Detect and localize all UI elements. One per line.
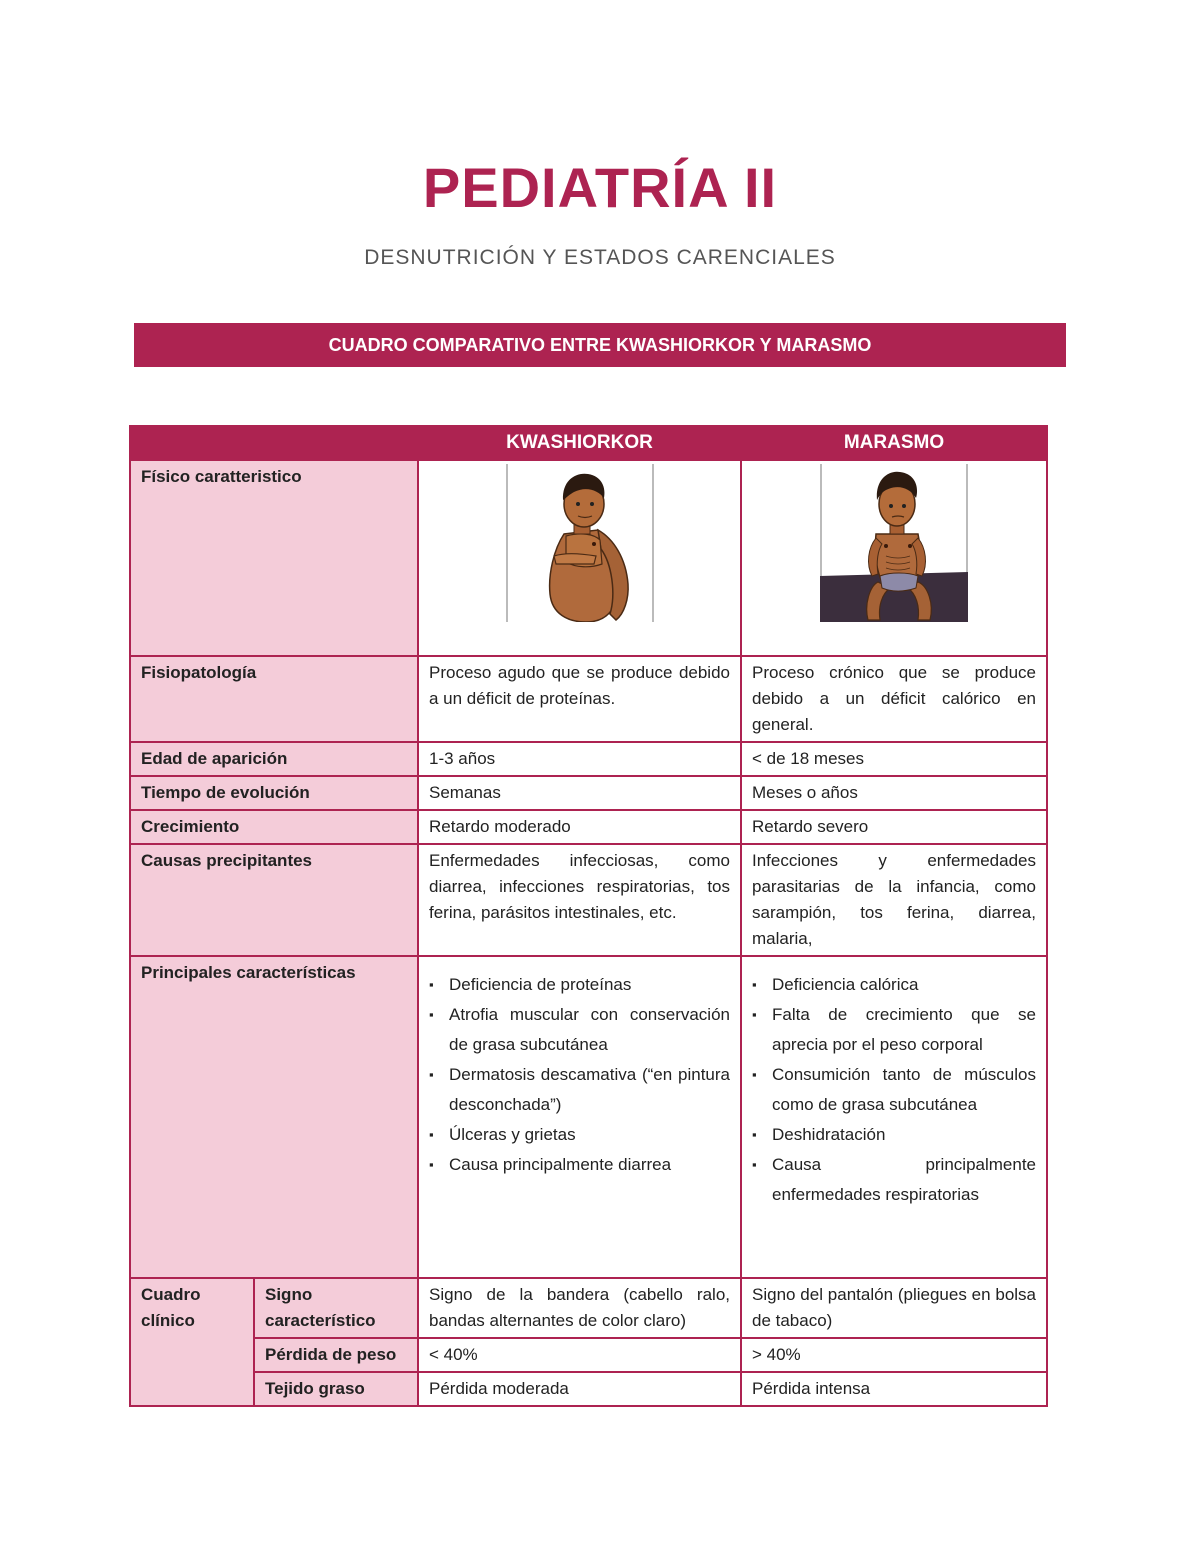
row-label-crecimiento: Crecimiento [130,810,418,844]
table-row-caracteristicas [130,956,1047,1278]
table-row-causas [130,844,1047,956]
kwashiorkor-edad: 1-3 años [418,742,741,776]
list-item: ▪ Deshidratación [752,1120,1036,1150]
table-header-row [130,426,1047,460]
comparison-table [129,425,1048,1407]
row-label-tejido: Tejido graso [254,1372,418,1406]
table-row-peso [130,1338,1047,1372]
list-item: ▪ Falta de crecimiento que se aprecia por el peso corporal [752,1000,1036,1060]
kwashiorkor-crecimiento: Retardo moderado [418,810,741,844]
kwashiorkor-caracteristicas [418,956,741,1278]
list-item: ▪ Dermatosis descamativa (“en pintura desconchada”) [429,1060,730,1120]
header-empty-cell [130,426,418,460]
list-item: ▪ Consumición tanto de músculos como de grasa subcutánea [752,1060,1036,1120]
table-row-signo [130,1278,1047,1338]
marasmo-tiempo: Meses o años [741,776,1047,810]
row-label-cuadro-clinico: Cuadro clínico [130,1278,254,1406]
kwashiorkor-peso: < 40% [418,1338,741,1372]
column-header-marasmo: MARASMO [741,426,1047,460]
list-item: ▪ Causa principalmente enfermedades respiratorias [752,1150,1036,1210]
marasmo-tejido: Pérdida intensa [741,1372,1047,1406]
marasmo-peso: > 40% [741,1338,1047,1372]
marasmo-edad: < de 18 meses [741,742,1047,776]
list-item: ▪ Úlceras y grietas [429,1120,730,1150]
kwashiorkor-child-illustration [506,464,654,622]
table-row-tiempo [130,776,1047,810]
column-header-kwashiorkor: KWASHIORKOR [418,426,741,460]
kwashiorkor-signo: Signo de la bandera (cabello ralo, bandas alternantes de color claro) [418,1278,741,1338]
table-row-crecimiento [130,810,1047,844]
list-item: ▪ Causa principalmente diarrea [429,1150,730,1180]
table-row-fisico [130,460,1047,656]
row-label-fisiopatologia: Fisiopatología [130,656,418,742]
row-label-tiempo: Tiempo de evolución [130,776,418,810]
page-subtitle: DESNUTRICIÓN Y ESTADOS CARENCIALES [364,246,836,269]
page-title: PEDIATRÍA II [422,156,778,219]
marasmo-causas: Infecciones y enfermedades parasitarias de la infancia, como sarampión, tos ferina, diarrea, malaria, [741,844,1047,956]
list-item: ▪ Deficiencia de proteínas [429,970,730,1000]
row-label-peso: Pérdida de peso [254,1338,418,1372]
marasmo-signo: Signo del pantalón (pliegues en bolsa de tabaco) [741,1278,1047,1338]
row-label-fisico: Físico caratteristico [130,460,418,656]
kwashiorkor-tejido: Pérdida moderada [418,1372,741,1406]
kwashiorkor-causas: Enfermedades infecciosas, como diarrea, infecciones respiratorias, tos ferina, parásitos intestinales, etc. [418,844,741,956]
table-row-fisiopatologia [130,656,1047,742]
marasmo-caracteristicas [741,956,1047,1278]
kwashiorkor-characteristics-list [429,970,730,1180]
list-item: ▪ Deficiencia calórica [752,970,1036,1000]
marasmo-crecimiento: Retardo severo [741,810,1047,844]
marasmo-image-cell [741,460,1047,656]
kwashiorkor-tiempo: Semanas [418,776,741,810]
section-banner: CUADRO COMPARATIVO ENTRE KWASHIORKOR Y MARASMO [134,323,1066,367]
row-label-causas: Causas precipitantes [130,844,418,956]
marasmo-characteristics-list [752,970,1036,1210]
list-item: ▪ Atrofia muscular con conservación de grasa subcutánea [429,1000,730,1060]
kwashiorkor-image-cell [418,460,741,656]
row-label-edad: Edad de aparición [130,742,418,776]
marasmo-fisiopatologia: Proceso crónico que se produce debido a un déficit calórico en general. [741,656,1047,742]
table-row-tejido [130,1372,1047,1406]
table-row-edad [130,742,1047,776]
row-label-signo: Signo característico [254,1278,418,1338]
marasmo-child-illustration [820,464,968,622]
row-label-caracteristicas: Principales características [130,956,418,1278]
kwashiorkor-fisiopatologia: Proceso agudo que se produce debido a un déficit de proteínas. [418,656,741,742]
